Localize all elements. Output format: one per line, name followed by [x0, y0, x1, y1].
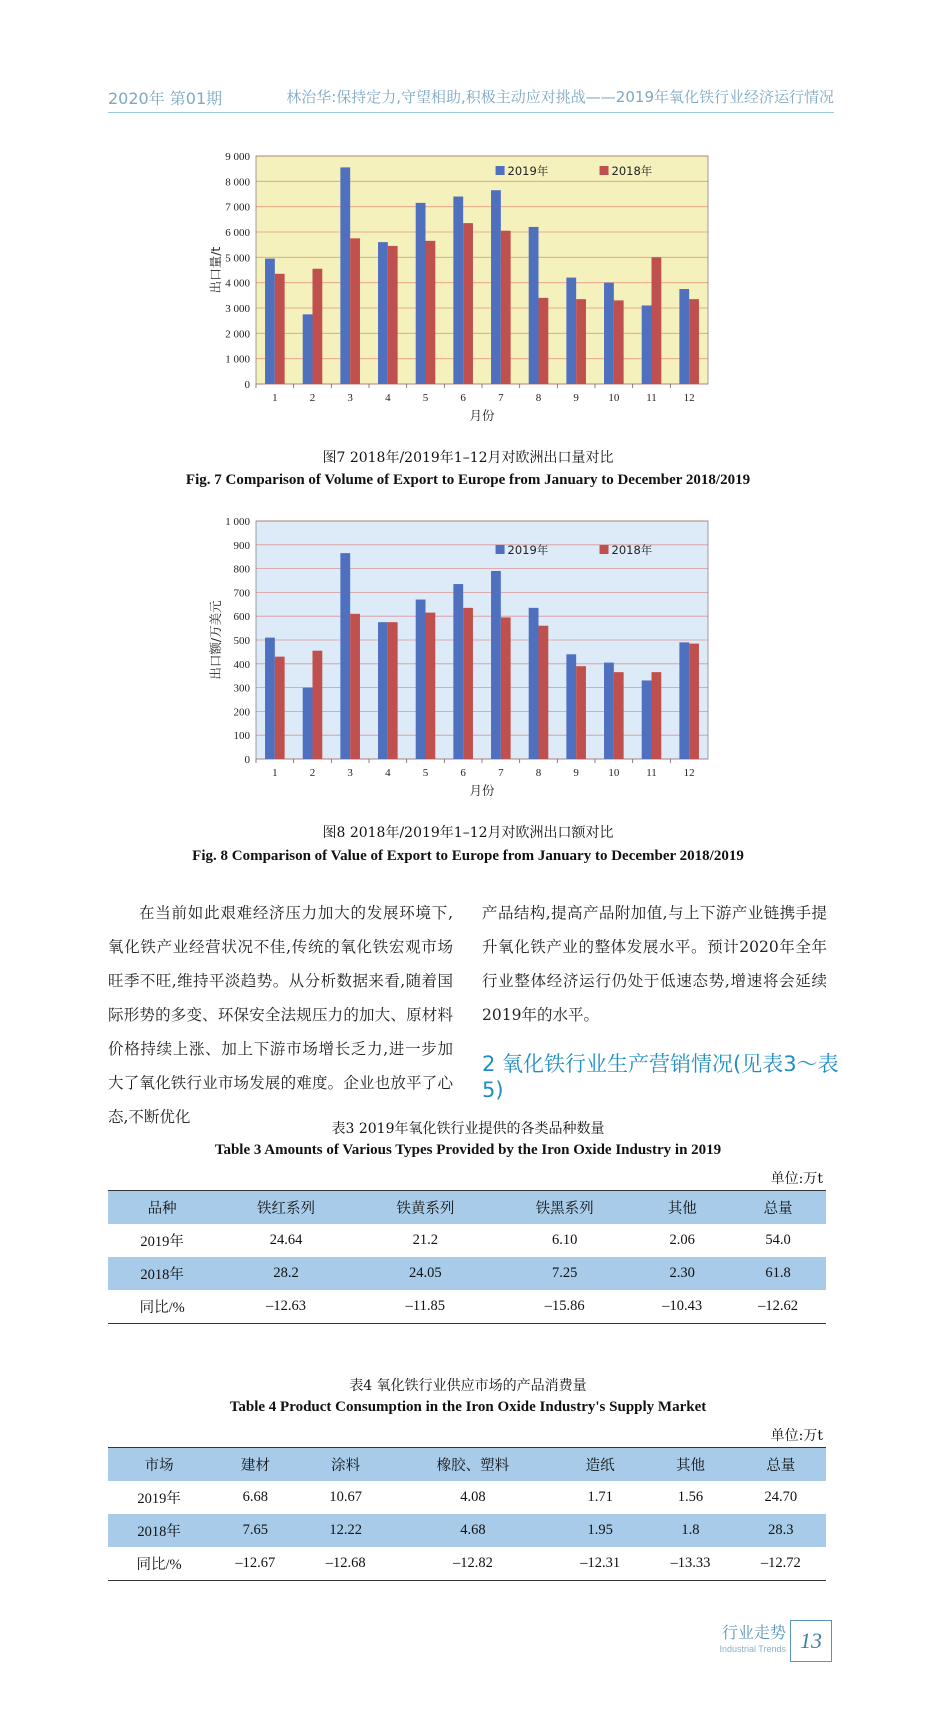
body-paragraph-right: 产品结构,提高产品附加值,与上下游产业链携手提升氧化铁产业的整体发展水平。预计2020年全年行业整体经济运行仍处于低速态势,增速将会延续2019年的水平。	[482, 904, 827, 1024]
y-tick-label: 5 000	[225, 252, 250, 265]
table-cell: 1.8	[681, 1522, 700, 1538]
x-tick-label: 12	[683, 767, 695, 779]
x-tick-label: 2	[309, 767, 316, 779]
figure-7-chart	[208, 150, 713, 440]
table-4-caption-zh: 表4 氧化铁行业供应市场的产品消费量	[349, 1378, 587, 1394]
table-cell: 1.71	[587, 1489, 613, 1505]
bar-2019-month-1	[265, 638, 275, 759]
bar-2018-month-4	[388, 246, 398, 384]
bar-2019-month-1	[265, 259, 275, 384]
bar-2018-month-3	[350, 238, 360, 384]
table-4	[108, 1447, 826, 1581]
table-row	[108, 1547, 826, 1581]
legend-swatch	[600, 545, 609, 554]
header-cell: 铁红系列	[257, 1201, 316, 1217]
table-cell: 2018年	[137, 1524, 181, 1540]
table-cell: –11.85	[405, 1298, 446, 1314]
bar-2018-month-10	[614, 672, 624, 759]
y-axis-label: 出口额/万美元	[208, 600, 223, 680]
y-tick-label: 900	[233, 539, 250, 552]
bar-2019-month-5	[416, 600, 426, 759]
x-tick-label: 10	[608, 392, 620, 404]
bar-2019-month-2	[303, 314, 313, 384]
table-row	[108, 1481, 826, 1514]
table-cell: –12.63	[266, 1298, 306, 1314]
bar-2018-month-1	[275, 274, 285, 384]
table-3-caption-zh: 表3 2019年氧化铁行业提供的各类品种数量	[331, 1121, 605, 1137]
table-cell: 同比/%	[139, 1300, 185, 1316]
y-tick-label: 500	[233, 635, 250, 647]
bar-2018-month-12	[689, 644, 699, 759]
body-left-column	[108, 896, 453, 1134]
bar-2019-month-7	[491, 190, 501, 384]
y-tick-label: 800	[233, 563, 250, 576]
bar-2019-month-11	[642, 305, 652, 384]
bar-2018-month-2	[313, 651, 323, 759]
header-cell: 其他	[675, 1458, 705, 1474]
table-cell: 2.30	[669, 1265, 695, 1281]
y-tick-label: 2 000	[225, 328, 250, 341]
table-cell: 1.95	[587, 1522, 613, 1538]
x-tick-label: 6	[460, 392, 466, 404]
table-cell: 28.2	[273, 1265, 299, 1281]
bar-2019-month-2	[303, 688, 313, 759]
y-tick-label: 400	[233, 658, 250, 671]
bar-2018-month-3	[350, 614, 360, 759]
x-tick-label: 11	[646, 767, 657, 779]
y-tick-label: 0	[244, 754, 250, 766]
bar-2019-month-6	[453, 584, 463, 759]
bar-2019-month-8	[529, 227, 539, 384]
table-cell: 28.3	[768, 1522, 794, 1538]
bar-2018-month-7	[501, 231, 511, 384]
y-tick-label: 8 000	[225, 176, 250, 189]
bar-2018-month-11	[652, 257, 662, 384]
bar-2018-month-5	[426, 613, 436, 759]
table-cell: 6.68	[242, 1489, 269, 1505]
figure-7-caption-zh: 图7 2018年/2019年1–12月对欧洲出口量对比	[322, 450, 614, 466]
figure-8-caption-en: Fig. 8 Comparison of Value of Export to Europe from January to December 2018/2019	[192, 848, 744, 864]
table-cell: –12.68	[325, 1555, 366, 1571]
header-cell: 总量	[766, 1458, 796, 1474]
bar-2018-month-1	[275, 657, 285, 759]
table-cell: –12.72	[760, 1555, 801, 1571]
y-tick-label: 200	[233, 706, 250, 719]
bar-2018-month-9	[576, 299, 586, 384]
y-tick-label: 3 000	[225, 303, 250, 315]
footer-section-label-en: Industrial Trends	[719, 1644, 786, 1654]
header-cell: 品种	[147, 1201, 177, 1217]
figure-8-caption-zh: 图8 2018年/2019年1–12月对欧洲出口额对比	[322, 825, 614, 841]
x-tick-label: 5	[422, 767, 429, 779]
table-cell: –12.62	[758, 1298, 798, 1314]
table-row	[108, 1290, 826, 1324]
legend-label: 2019年	[507, 543, 549, 557]
y-tick-label: 0	[244, 379, 250, 391]
bar-2018-month-11	[652, 672, 662, 759]
table-cell: –12.31	[580, 1555, 621, 1571]
running-header	[108, 82, 834, 113]
bar-2019-month-10	[604, 663, 614, 759]
x-tick-label: 2	[309, 392, 316, 404]
legend-label: 2019年	[507, 164, 549, 178]
page-number: 13	[790, 1620, 832, 1662]
table-header-row	[108, 1448, 826, 1482]
y-tick-label: 9 000	[225, 151, 250, 163]
table-cell: 21.2	[412, 1232, 439, 1248]
bar-2019-month-12	[679, 642, 689, 759]
bar-2018-month-6	[463, 608, 473, 759]
table-row	[108, 1257, 826, 1290]
y-tick-label: 4 000	[225, 277, 250, 290]
header-cell: 造纸	[585, 1458, 615, 1474]
section-heading: 2 氧化铁行业生产营销情况(见表3～表5)	[482, 1052, 839, 1102]
header-cell: 铁黑系列	[535, 1201, 594, 1217]
figure-8-chart	[208, 515, 713, 815]
x-tick-label: 9	[573, 767, 579, 779]
table-header-row	[108, 1191, 826, 1225]
table-cell: 2019年	[140, 1234, 184, 1250]
body-right-column	[482, 896, 827, 1032]
legend-label: 2018年	[611, 543, 653, 557]
legend-swatch	[496, 545, 505, 554]
y-tick-label: 300	[233, 682, 250, 695]
table-3	[108, 1190, 826, 1324]
issue-label: 2020年 第01期	[108, 89, 223, 108]
x-tick-label: 6	[460, 767, 466, 779]
table-cell: 2018年	[140, 1267, 184, 1283]
bar-2019-month-9	[566, 654, 576, 759]
bar-2019-month-11	[642, 680, 652, 759]
y-tick-label: 100	[233, 730, 250, 743]
bar-2018-month-5	[426, 241, 436, 384]
header-cell: 建材	[240, 1458, 270, 1474]
table-cell: 2.06	[669, 1232, 695, 1248]
header-cell: 市场	[144, 1458, 174, 1474]
table-cell: –12.82	[452, 1555, 493, 1571]
bar-2018-month-9	[576, 666, 586, 759]
header-cell: 铁黄系列	[396, 1201, 455, 1217]
y-tick-label: 6 000	[225, 227, 250, 239]
legend-label: 2018年	[611, 164, 653, 178]
bar-2019-month-10	[604, 283, 614, 384]
x-tick-label: 5	[422, 392, 429, 404]
table-row	[108, 1514, 826, 1547]
figure-7-caption-en: Fig. 7 Comparison of Volume of Export to Europe from January to December 2018/2019	[185, 472, 751, 488]
bar-2018-month-2	[313, 269, 323, 384]
bar-2019-month-5	[416, 203, 426, 384]
y-tick-label: 7 000	[225, 201, 250, 214]
table-cell: 12.22	[329, 1522, 362, 1538]
bar-2019-month-3	[340, 167, 350, 384]
table-cell: –12.67	[235, 1555, 276, 1571]
table-cell: 54.0	[765, 1232, 791, 1248]
y-tick-label: 700	[233, 587, 250, 600]
body-paragraph-left: 在当前如此艰难经济压力加大的发展环境下,氧化铁产业经营状况不佳,传统的氧化铁宏观市场旺季不旺,维持平淡趋势。从分析数据来看,随着国际形势的多变、环保安全法规压力的加大、原材料价格持续上涨、加上下游市场增长乏力,进一步加大了氧化铁行业市场发展的难度。企业也放平了心态,不断优化	[108, 904, 453, 1126]
x-tick-label: 9	[573, 392, 579, 404]
bar-2018-month-6	[463, 223, 473, 384]
x-tick-label: 3	[347, 392, 353, 404]
table-cell: –10.43	[662, 1298, 703, 1314]
legend-swatch	[600, 166, 609, 175]
x-tick-label: 12	[683, 392, 695, 404]
table-cell: 同比/%	[136, 1557, 182, 1573]
table-cell: 10.67	[329, 1489, 362, 1505]
table-cell: 24.70	[764, 1489, 798, 1505]
x-axis-label: 月份	[469, 783, 495, 798]
article-title-header: 林治华:保持定力,守望相助,积极主动应对挑战——2019年氧化铁行业经济运行情况	[286, 88, 834, 106]
bar-2019-month-7	[491, 571, 501, 759]
x-tick-label: 11	[646, 392, 657, 404]
table-cell: 2019年	[137, 1491, 181, 1507]
header-cell: 总量	[763, 1201, 793, 1217]
header-cell: 其他	[667, 1201, 697, 1217]
y-tick-label: 1 000	[225, 516, 250, 528]
bar-2018-month-8	[539, 626, 549, 759]
bar-2018-month-8	[539, 298, 549, 384]
table-4-caption-en: Table 4 Product Consumption in the Iron Oxide Industry's Supply Market	[229, 1399, 707, 1415]
x-tick-label: 3	[347, 767, 353, 779]
y-tick-label: 1 000	[225, 353, 250, 366]
table-row	[108, 1224, 826, 1257]
x-tick-label: 4	[385, 767, 391, 779]
x-tick-label: 8	[535, 392, 542, 404]
y-axis-label: 出口量/t	[208, 246, 223, 294]
bar-2018-month-12	[689, 299, 699, 384]
table-4-unit: 单位:万t	[770, 1428, 823, 1444]
bar-2018-month-4	[388, 622, 398, 759]
bar-2019-month-4	[378, 242, 388, 384]
x-tick-label: 4	[385, 392, 391, 404]
header-cell: 橡胶、塑料	[436, 1458, 510, 1474]
table-cell: 24.64	[269, 1232, 303, 1248]
table-cell: 7.65	[242, 1522, 269, 1538]
table-cell: 24.05	[409, 1265, 442, 1281]
bar-2019-month-4	[378, 622, 388, 759]
x-tick-label: 10	[608, 767, 620, 779]
table-3-unit: 单位:万t	[770, 1171, 823, 1187]
bar-2019-month-9	[566, 278, 576, 384]
table-cell: 61.8	[765, 1265, 791, 1281]
table-cell: 4.68	[460, 1522, 486, 1538]
table-3-caption-en: Table 3 Amounts of Various Types Provided by the Iron Oxide Industry in 2019	[214, 1142, 722, 1158]
table-cell: –15.86	[544, 1298, 585, 1314]
x-tick-label: 8	[535, 767, 542, 779]
bar-2019-month-3	[340, 553, 350, 759]
table-cell: –13.33	[670, 1555, 711, 1571]
x-tick-label: 7	[498, 392, 504, 404]
table-cell: 6.10	[551, 1232, 578, 1248]
y-tick-label: 600	[233, 611, 250, 624]
bar-2018-month-7	[501, 617, 511, 759]
x-axis-label: 月份	[469, 408, 495, 423]
bar-2018-month-10	[614, 300, 624, 384]
x-tick-label: 1	[272, 767, 278, 779]
table-cell: 4.08	[460, 1489, 486, 1505]
table-cell: 1.56	[677, 1489, 704, 1505]
x-tick-label: 7	[498, 767, 504, 779]
plot-area	[256, 156, 708, 384]
header-cell: 涂料	[331, 1458, 361, 1474]
legend-swatch	[496, 166, 505, 175]
bar-2019-month-8	[529, 608, 539, 759]
bar-2019-month-12	[679, 289, 689, 384]
footer-section-label: 行业走势	[721, 1623, 786, 1642]
bar-2019-month-6	[453, 197, 463, 384]
x-tick-label: 1	[272, 392, 278, 404]
table-cell: 7.25	[551, 1265, 578, 1281]
